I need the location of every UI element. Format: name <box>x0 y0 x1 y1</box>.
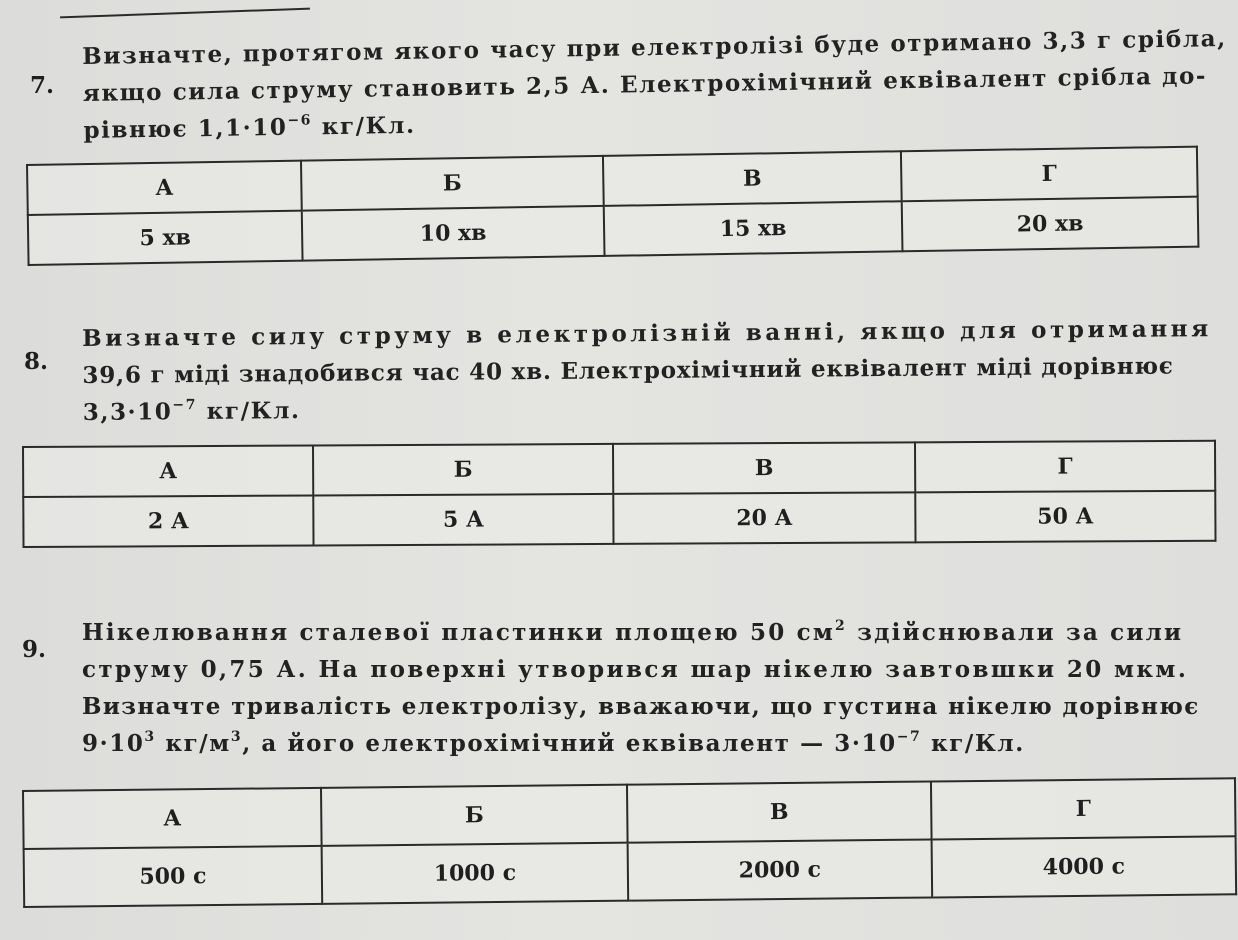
answer-header-v: В <box>627 781 932 842</box>
answer-option-b[interactable]: 10 хв <box>302 206 605 261</box>
answer-header-b: Б <box>301 156 604 211</box>
answer-option-v[interactable]: 2000 с <box>628 839 933 900</box>
answer-header-a: А <box>27 161 302 215</box>
q9-l1-a: Нікелювання сталевої пластинки площею 50 см <box>82 619 836 646</box>
question-7-number: 7. <box>30 72 55 99</box>
q9-exp-3: −7 <box>896 729 922 745</box>
answer-option-v[interactable]: 15 хв <box>604 201 903 256</box>
answer-header-b: Б <box>313 444 613 496</box>
question-9-line-3: Визначте тривалість електролізу, вважаючи, що густина нікелю дорівнює <box>82 693 1200 720</box>
q9-l1-b: здійснювали за сили <box>846 619 1184 646</box>
q7-exponent: −6 <box>287 112 313 129</box>
question-7-line-1: Визначте, протягом якого часу при електролізі буде отримано 3,3 г срібла, <box>82 25 1227 70</box>
answer-header-v: В <box>613 442 915 494</box>
question-7-line-2: якщо сила струму становить 2,5 А. Електрохімічний еквівалент срібла до- <box>82 62 1208 107</box>
answer-table-8 <box>22 440 1217 548</box>
question-9-line-1 <box>82 614 1200 651</box>
answer-option-b[interactable]: 1000 с <box>322 843 629 904</box>
answer-option-g[interactable]: 4000 с <box>932 836 1237 897</box>
question-8-line-2: 39,6 г міді знадобився час 40 хв. Електрохімічний еквівалент міді дорівнює <box>82 352 1174 389</box>
q8-exponent: −7 <box>172 396 198 414</box>
q8-l3-b: кг/Кл. <box>196 397 301 425</box>
q9-exp-1: 3 <box>144 729 156 745</box>
question-9-line-2: струму 0,75 А. На поверхні утворився шар нікелю завтовшки 20 мкм. <box>82 656 1189 683</box>
answer-header-g: Г <box>901 147 1198 202</box>
question-9-number: 9. <box>22 636 47 663</box>
q9-l4-b: кг/м <box>155 730 231 757</box>
answer-header-g: Г <box>931 778 1236 839</box>
answer-table-9 <box>22 777 1237 908</box>
answer-header-a: А <box>23 445 313 497</box>
answer-option-a[interactable]: 2 А <box>23 495 313 547</box>
answer-header-b: Б <box>321 785 628 846</box>
question-8-line-1: Визначте силу струму в електролізній ванні, якщо для отримання <box>82 315 1212 352</box>
answer-option-g[interactable]: 20 хв <box>902 197 1199 252</box>
answer-header-v: В <box>603 151 902 206</box>
question-8-text <box>82 310 1213 431</box>
q9-l4-d: кг/Кл. <box>921 730 1025 757</box>
question-8-number: 8. <box>24 348 49 375</box>
answer-option-g[interactable]: 50 А <box>915 491 1215 543</box>
question-7-text <box>82 20 1228 149</box>
answer-table-7 <box>26 146 1199 266</box>
answer-option-v[interactable]: 20 А <box>613 492 915 544</box>
q9-exp-area: 2 <box>835 618 847 634</box>
q9-l4-a: 9·10 <box>82 730 145 757</box>
answer-option-b[interactable]: 5 А <box>313 494 613 546</box>
answer-header-g: Г <box>915 441 1215 493</box>
answer-header-a: А <box>23 788 322 849</box>
q9-exp-2: 3 <box>230 729 243 745</box>
answer-option-a[interactable]: 500 с <box>24 846 323 907</box>
q7-l3-a: рівнює 1,1·10 <box>83 113 288 144</box>
q8-l3-a: 3,3·10 <box>82 398 173 426</box>
answer-option-a[interactable]: 5 хв <box>28 211 303 265</box>
q9-l4-c: , а його електрохімічний еквівалент — 3·10 <box>242 730 897 757</box>
top-rule <box>60 8 310 19</box>
q7-l3-b: кг/Кл. <box>311 111 416 141</box>
question-9-text <box>82 614 1200 762</box>
question-9-line-4 <box>82 725 1200 762</box>
